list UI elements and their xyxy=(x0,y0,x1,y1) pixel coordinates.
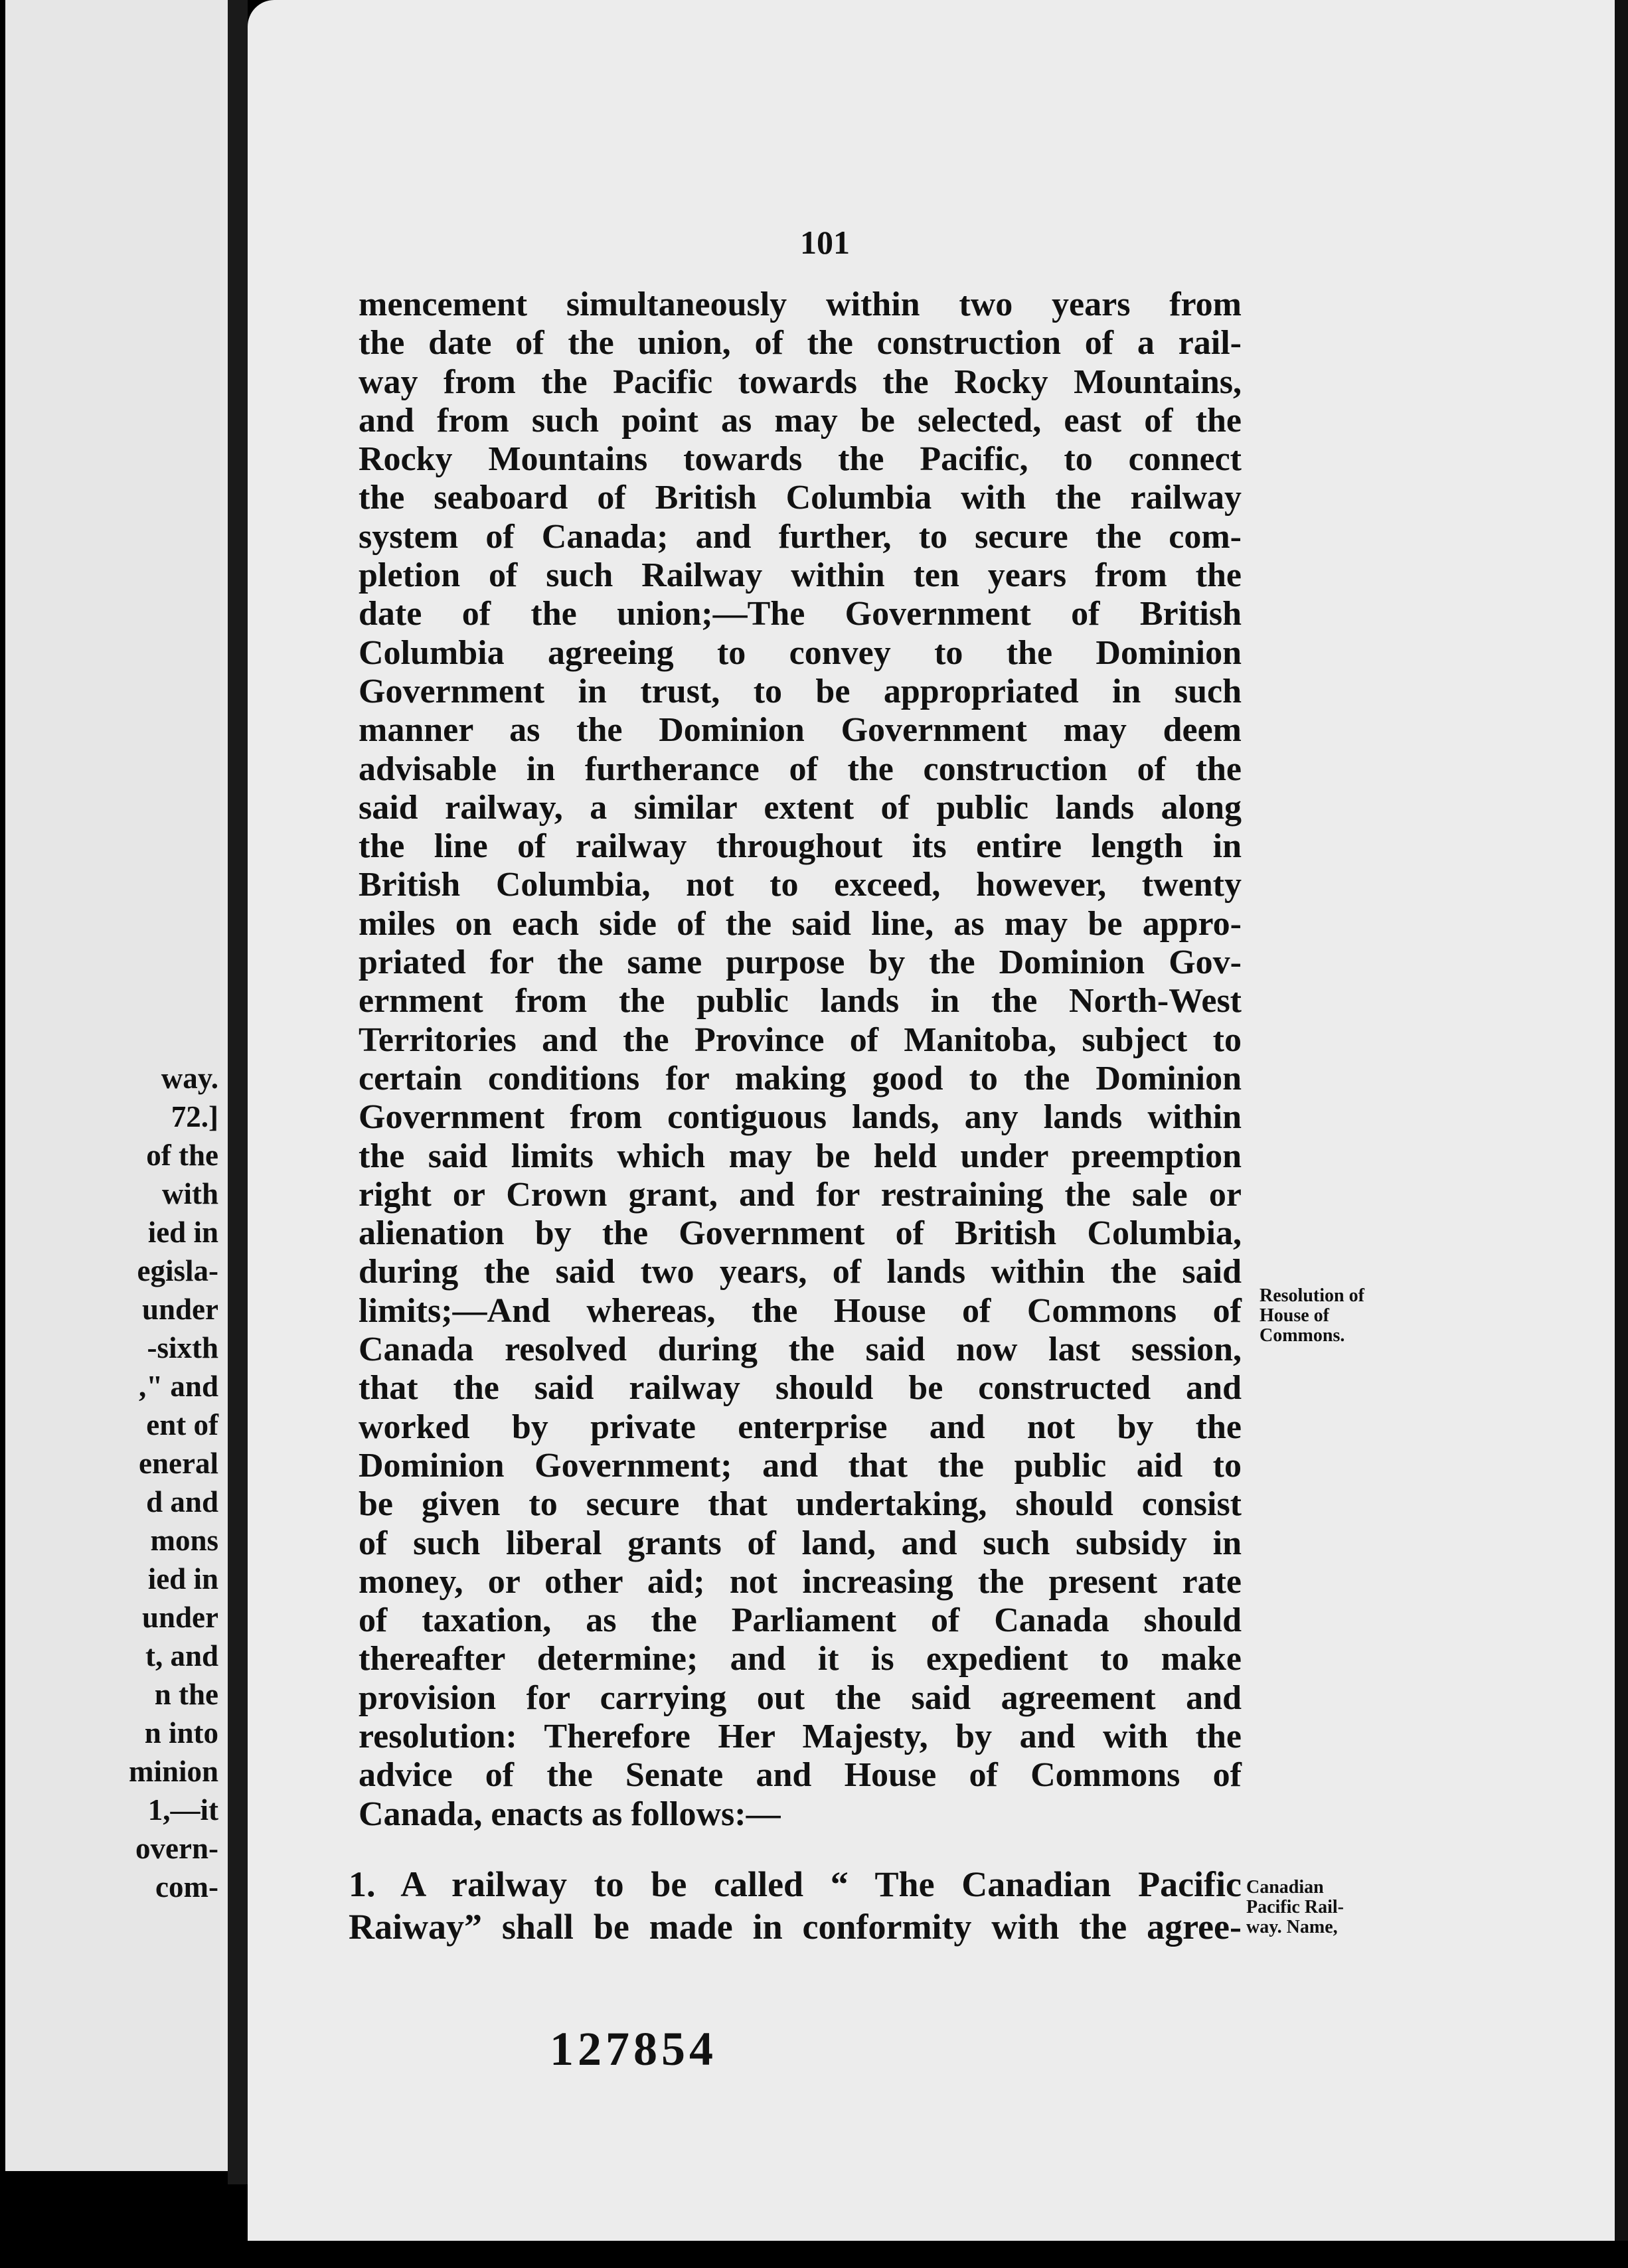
text-line: Raiway” shall be made in conformity with the agree- xyxy=(349,1907,1242,1947)
left-fragment: 1,—it xyxy=(147,1793,218,1826)
text-line: Canada resolved during the said now last session, xyxy=(359,1331,1242,1369)
left-fragment: d and xyxy=(146,1485,218,1518)
left-fragment: with xyxy=(161,1177,218,1210)
text-line: alienation by the Government of British Columbia, xyxy=(359,1214,1242,1253)
text-line: Columbia agreeing to convey to the Dominion xyxy=(359,633,1242,672)
left-fragment: -sixth xyxy=(147,1331,218,1364)
left-page-text-fragments xyxy=(129,1059,218,1906)
text-line: date of the union;—The Government of British xyxy=(359,595,1242,633)
left-fragment: n the xyxy=(154,1678,218,1711)
left-page xyxy=(5,0,228,2171)
text-line: advice of the Senate and House of Commons of xyxy=(359,1756,1242,1795)
text-line: and from such point as may be selected, east of the xyxy=(359,401,1242,440)
text-line: during the said two years, of lands within the said xyxy=(359,1253,1242,1291)
marginal-note-line: House of xyxy=(1260,1305,1329,1326)
text-line: mencement simultaneously within two years from xyxy=(359,285,1242,323)
left-fragment: minion xyxy=(128,1755,218,1788)
marginal-note-resolution xyxy=(1260,1286,1364,1346)
left-fragment: ied in xyxy=(147,1562,218,1595)
left-fragment: t, and xyxy=(145,1639,218,1672)
left-fragment: egisla- xyxy=(137,1254,218,1287)
text-line: be given to secure that undertaking, should consist xyxy=(359,1485,1242,1524)
marginal-note-line: way. Name, xyxy=(1246,1917,1338,1937)
section-1 xyxy=(349,1863,1242,1948)
text-line: limits;—And whereas, the House of Commons of xyxy=(359,1291,1242,1330)
text-line: of such liberal grants of land, and such subsidy in xyxy=(359,1524,1242,1562)
left-fragment: under xyxy=(141,1601,218,1634)
text-line: 1. A railway to be called “ The Canadian Pacific xyxy=(349,1864,1242,1904)
text-line: money, or other aid; not increasing the present rate xyxy=(359,1562,1242,1601)
marginal-note-line: Commons. xyxy=(1260,1325,1345,1346)
text-line: the date of the union, of the construction of a rail- xyxy=(359,324,1242,363)
text-line: resolution: Therefore Her Majesty, by and with the xyxy=(359,1717,1242,1755)
text-line: miles on each side of the said line, as may be appro- xyxy=(359,904,1242,943)
page-number: 101 xyxy=(800,224,850,261)
left-fragment: n into xyxy=(144,1716,218,1749)
book-gutter xyxy=(228,0,248,2184)
left-fragment: ent of xyxy=(146,1408,218,1441)
text-line: British Columbia, not to exceed, however, twenty xyxy=(359,866,1242,904)
marginal-note-line: Canadian xyxy=(1246,1877,1324,1898)
marginal-note-canadian-pacific xyxy=(1246,1878,1344,1937)
text-line: manner as the Dominion Government may deem xyxy=(359,711,1242,750)
text-line: Government from contiguous lands, any lands within xyxy=(359,1098,1242,1137)
left-fragment: ied in xyxy=(147,1216,218,1249)
text-line: priated for the same purpose by the Dominion Gov- xyxy=(359,943,1242,982)
text-line: pletion of such Railway within ten years from the xyxy=(359,556,1242,595)
left-fragment: 72.] xyxy=(171,1100,218,1133)
text-line: provision for carrying out the said agreement and xyxy=(359,1678,1242,1717)
text-line: of taxation, as the Parliament of Canada should xyxy=(359,1601,1242,1640)
stamped-number: 127854 xyxy=(550,2022,717,2075)
left-fragment: overn- xyxy=(135,1832,218,1865)
left-fragment: under xyxy=(141,1293,218,1326)
text-line: the line of railway throughout its entire length in xyxy=(359,827,1242,866)
text-line: worked by private enterprise and not by the xyxy=(359,1408,1242,1446)
text-line: Rocky Mountains towards the Pacific, to connect xyxy=(359,440,1242,479)
left-fragment: way. xyxy=(161,1062,218,1095)
text-line: said railway, a similar extent of public lands along xyxy=(359,788,1242,827)
left-fragment: eneral xyxy=(139,1447,218,1480)
page-edge-shadow xyxy=(1615,0,1628,2241)
text-line: the seaboard of British Columbia with the railway xyxy=(359,479,1242,517)
marginal-note-line: Pacific Rail- xyxy=(1246,1897,1344,1917)
left-fragment: ," and xyxy=(138,1370,218,1403)
text-line: certain conditions for making good to the Dominion xyxy=(359,1059,1242,1097)
text-line: the said limits which may be held under preemption xyxy=(359,1137,1242,1175)
marginal-note-line: Resolution of xyxy=(1260,1285,1364,1306)
left-fragment: of the xyxy=(146,1139,218,1172)
text-line: right or Crown grant, and for restraining the sale or xyxy=(359,1175,1242,1214)
text-line: Canada, enacts as follows:— xyxy=(359,1795,781,1833)
text-line: Government in trust, to be appropriated in such xyxy=(359,672,1242,710)
text-line: that the said railway should be constructed and xyxy=(359,1369,1242,1408)
left-fragment: com- xyxy=(155,1870,218,1903)
text-line: way from the Pacific towards the Rocky Mountains, xyxy=(359,363,1242,401)
text-line: Dominion Government; and that the public aid to xyxy=(359,1446,1242,1485)
left-fragment: mons xyxy=(150,1524,218,1557)
body-paragraph xyxy=(359,285,1242,1834)
text-line: system of Canada; and further, to secure the com- xyxy=(359,517,1242,556)
text-line: thereafter determine; and it is expedient to make xyxy=(359,1640,1242,1678)
text-line: Territories and the Province of Manitoba, subject to xyxy=(359,1020,1242,1059)
text-line: ernment from the public lands in the North-West xyxy=(359,982,1242,1020)
text-line: advisable in furtherance of the construction of the xyxy=(359,750,1242,788)
